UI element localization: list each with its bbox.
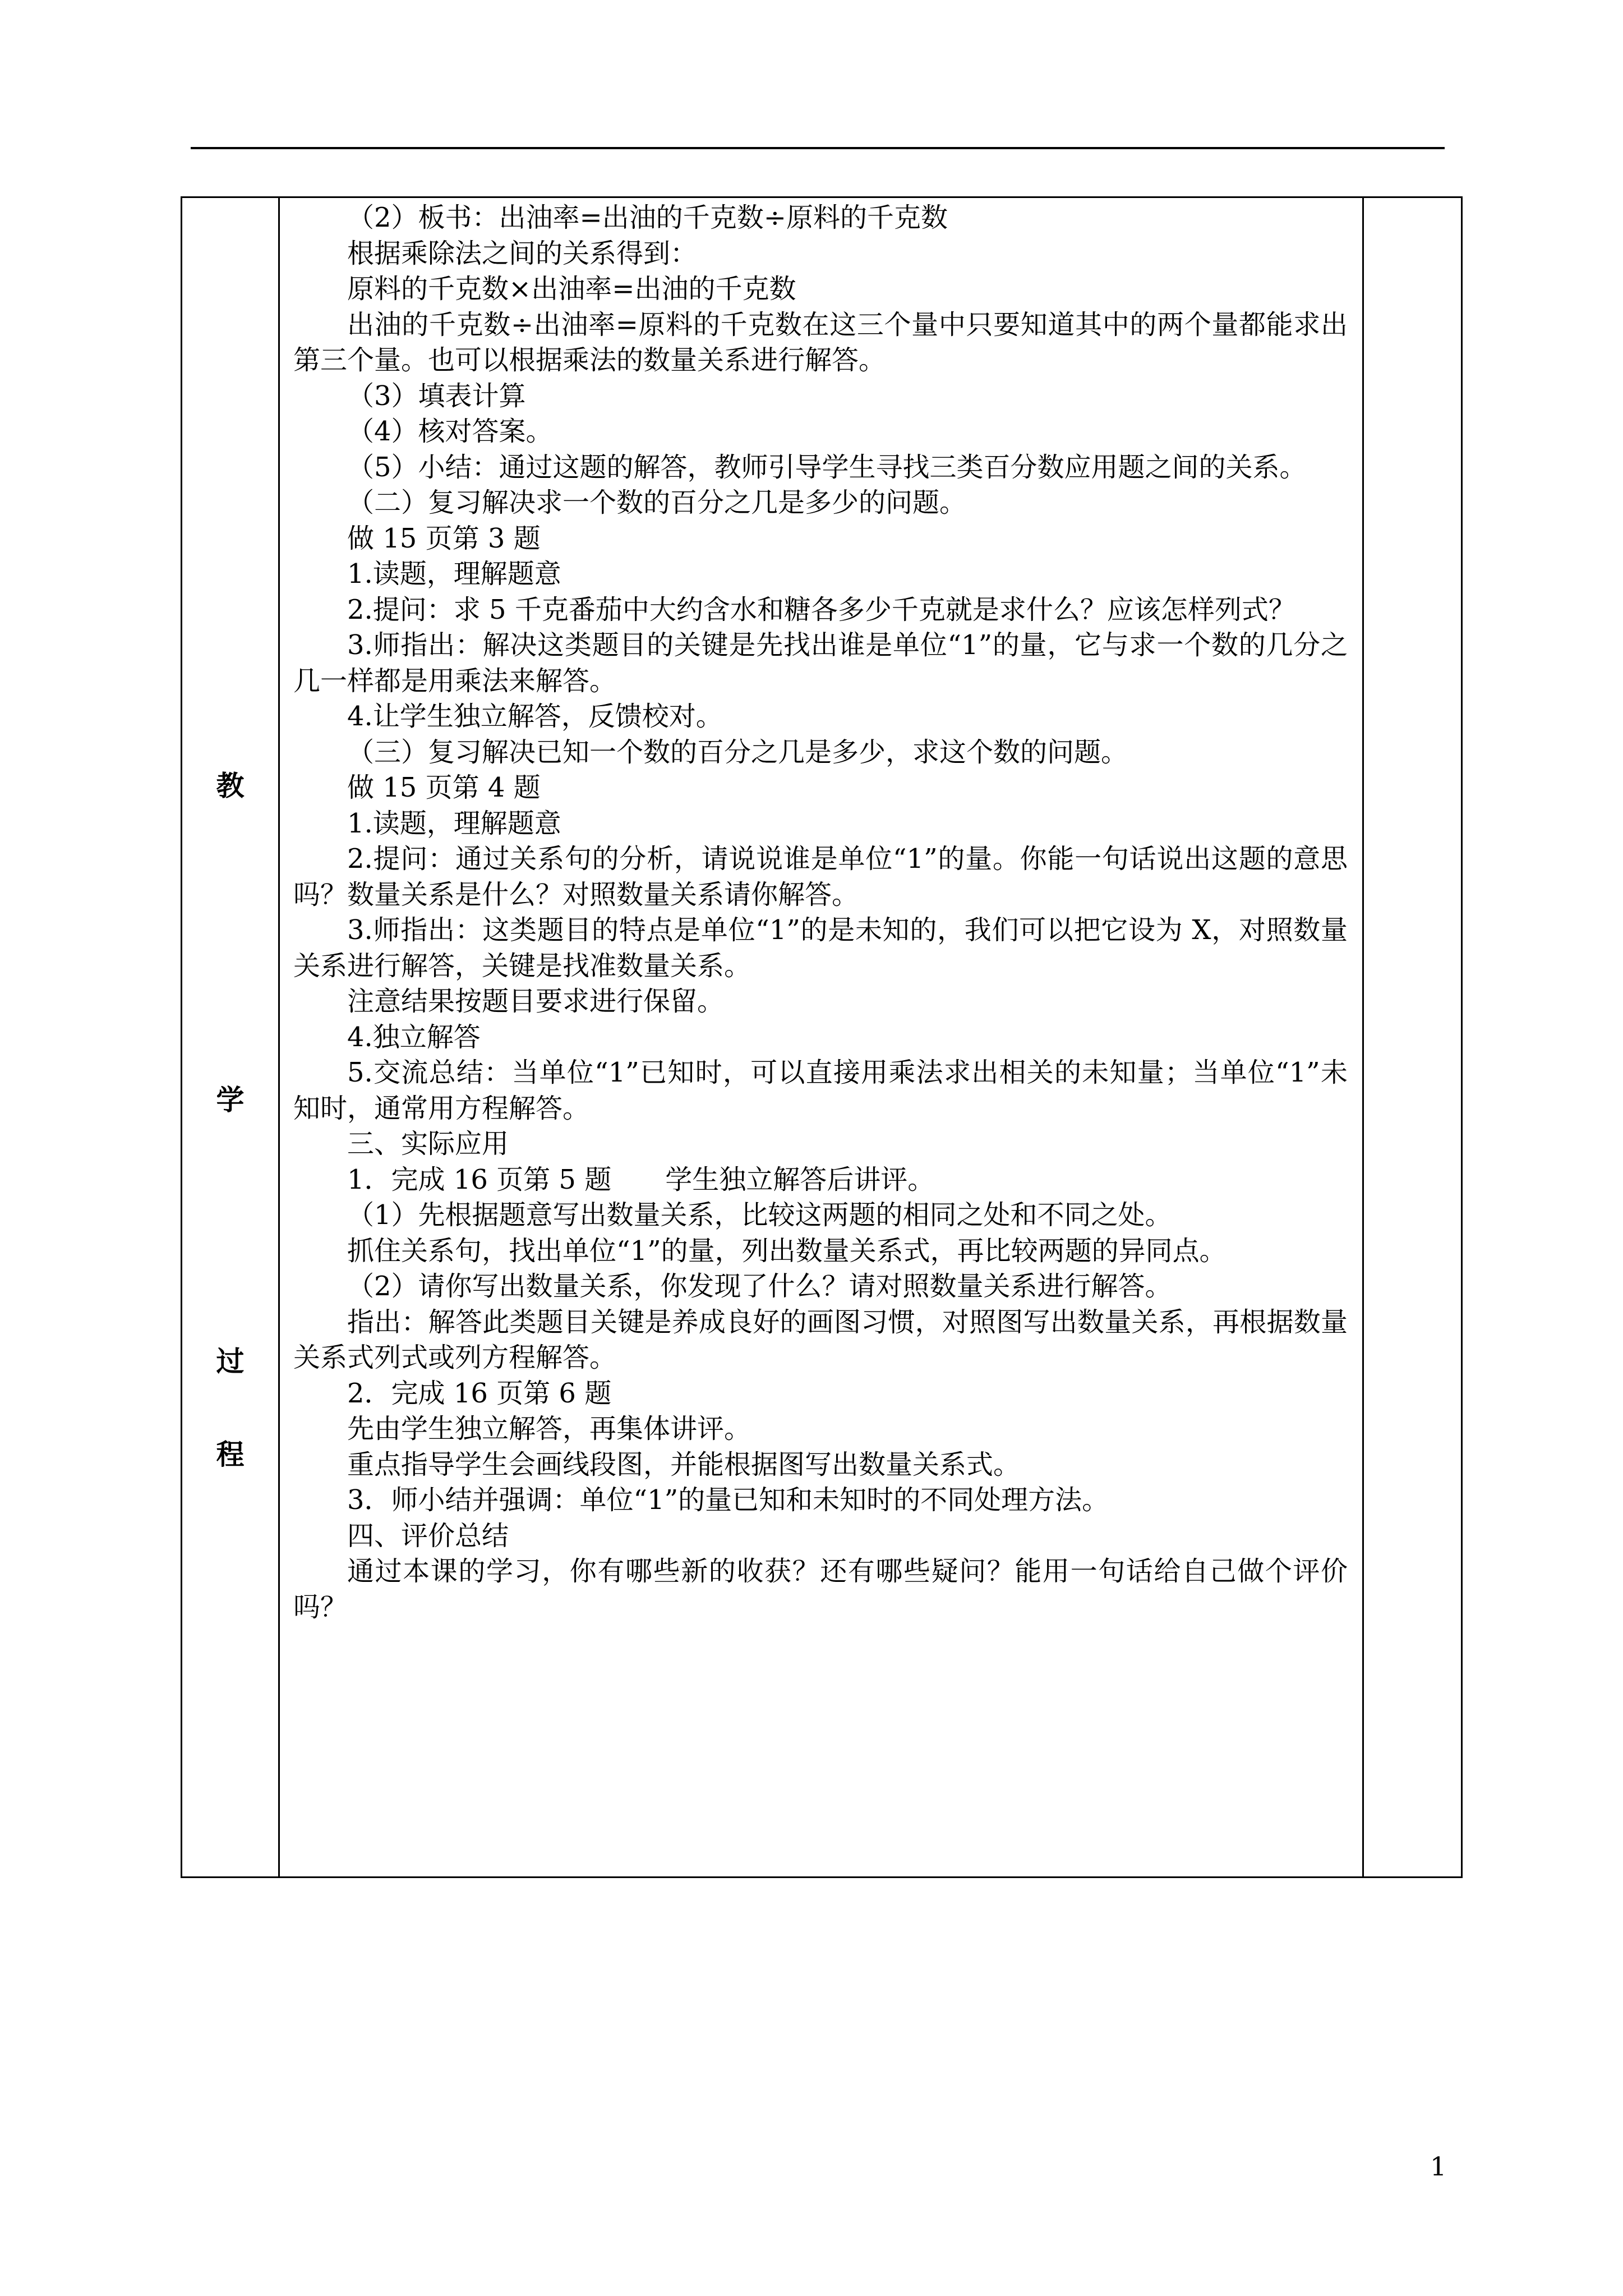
content-line: 3.师指出：这类题目的特点是单位“1”的是未知的，我们可以把它设为 X，对照数量关系进行解答，关键是找准数量关系。 <box>293 914 1348 982</box>
content-line: 1．完成 16 页第 5 题 学生独立解答后讲评。 <box>347 1163 935 1195</box>
content-line: 做 15 页第 4 题 <box>347 772 541 803</box>
content-line: 1.读题，理解题意 <box>347 558 561 590</box>
header-rule <box>191 147 1445 149</box>
content-line: （三）复习解决已知一个数的百分之几是多少，求这个数的问题。 <box>347 736 1128 768</box>
content-line: 出油的千克数÷出油率=原料的千克数在这三个量中只要知道其中的两个量都能求出第三个量。也可以根据乘法的数量关系进行解答。 <box>293 309 1348 376</box>
page-number: 1 <box>1430 2151 1447 2182</box>
section-label-char: 学 <box>216 1083 245 1116</box>
content-line: 4.独立解答 <box>347 1021 481 1053</box>
content-line: 三、实际应用 <box>347 1128 509 1159</box>
content-line: （3）填表计算 <box>347 380 526 412</box>
content-line: 四、评价总结 <box>347 1520 509 1552</box>
content-line: 原料的千克数×出油率=出油的千克数 <box>347 273 796 305</box>
content-line: 5.交流总结：当单位“1”已知时，可以直接用乘法求出相关的未知量；当单位“1”未知时，通常用方程解答。 <box>293 1057 1348 1124</box>
content-line: 根据乘除法之间的关系得到： <box>347 237 698 269</box>
content-line: 抓住关系句，找出单位“1”的量，列出数量关系式，再比较两题的异同点。 <box>347 1235 1227 1267</box>
content-line: （二）复习解决求一个数的百分之几是多少的问题。 <box>347 487 967 518</box>
content-line: 3.师指出：解决这类题目的关键是先找出谁是单位“1”的量，它与求一个数的几分之几一样都是用乘法来解答。 <box>293 629 1348 697</box>
content-line: 3．师小结并强调：单位“1”的量已知和未知时的不同处理方法。 <box>347 1484 1109 1516</box>
content-line: 重点指导学生会画线段图，并能根据图写出数量关系式。 <box>347 1448 1021 1480</box>
content-line: 做 15 页第 3 题 <box>347 522 541 554</box>
content-line: 2.提问：通过关系句的分析，请说说谁是单位“1”的量。你能一句话说出这题的意思吗？数量关系是什么？对照数量关系请你解答。 <box>293 843 1348 910</box>
section-label-char: 过 <box>216 1345 245 1378</box>
content-line: （4）核对答案。 <box>347 416 553 447</box>
content-line: （2）板书：出油率=出油的千克数÷原料的千克数 <box>347 202 948 233</box>
content-line: 1.读题，理解题意 <box>347 807 561 839</box>
section-label-char: 程 <box>216 1438 245 1471</box>
content-line: 先由学生独立解答，再集体讲评。 <box>347 1413 751 1444</box>
content-line: 指出：解答此类题目关键是养成良好的画图习惯，对照图写出数量关系，再根据数量关系式列式或列方程解答。 <box>293 1306 1348 1373</box>
column-divider-right <box>1362 198 1364 1876</box>
lesson-table <box>181 196 1463 1878</box>
content-line: 注意结果按题目要求进行保留。 <box>347 986 725 1017</box>
section-label-cell <box>182 198 278 1880</box>
content-line: 2.提问：求 5 千克番茄中大约含水和糖各多少千克就是求什么？应该怎样列式？ <box>347 593 1295 625</box>
column-divider-left <box>278 198 280 1876</box>
content-line: 2．完成 16 页第 6 题 <box>347 1377 612 1409</box>
lesson-content <box>293 200 1348 1625</box>
content-line: 通过本课的学习，你有哪些新的收获？还有哪些疑问？能用一句话给自己做个评价吗？ <box>293 1556 1348 1623</box>
content-line: （1）先根据题意写出数量关系，比较这两题的相同之处和不同之处。 <box>347 1199 1172 1231</box>
content-line: （5）小结：通过这题的解答，教师引导学生寻找三类百分数应用题之间的关系。 <box>347 451 1307 483</box>
section-label-char: 教 <box>216 769 245 802</box>
content-line: 4.让学生独立解答，反馈校对。 <box>347 701 723 732</box>
content-line: （2）请你写出数量关系，你发现了什么？请对照数量关系进行解答。 <box>347 1271 1172 1302</box>
